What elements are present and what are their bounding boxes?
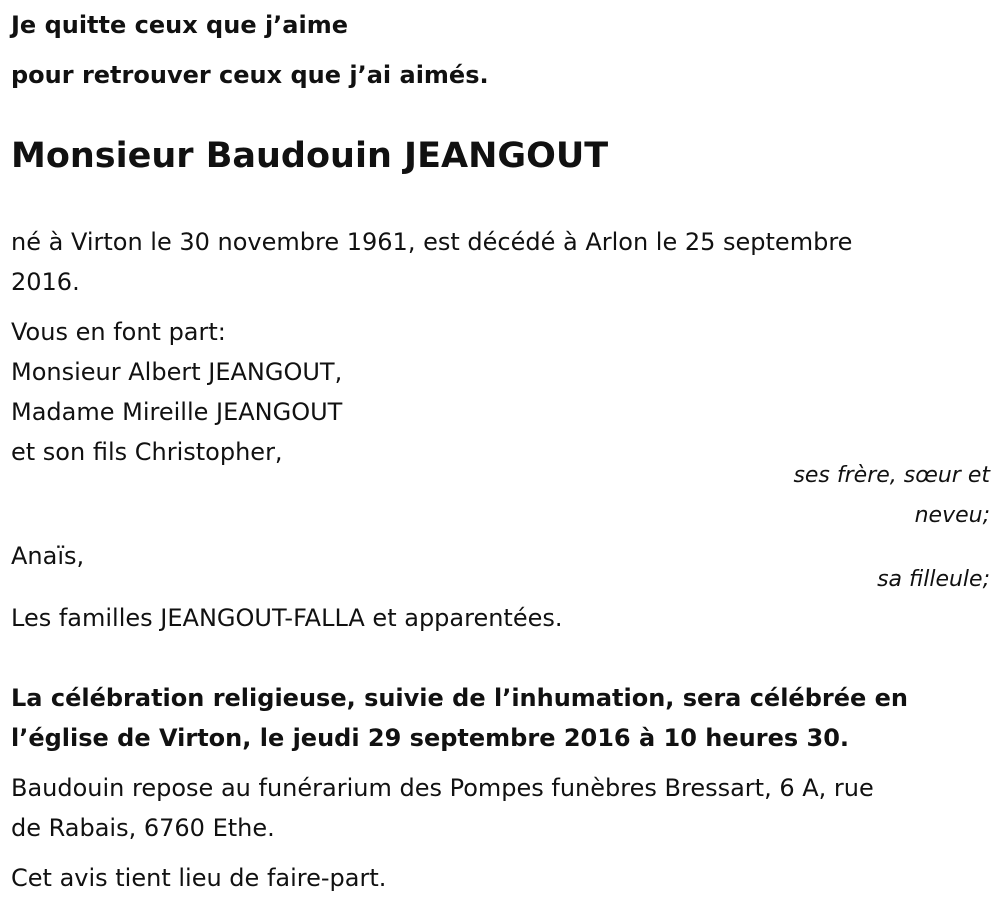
ceremony-line-1: La célébration religieuse, suivie de l’inhumation, sera célébrée en: [11, 684, 908, 712]
deceased-name: Monsieur Baudouin JEANGOUT: [11, 136, 609, 176]
relation-siblings-line-1: ses frère, sœur et: [793, 463, 990, 488]
quote-line-2: pour retrouver ceux que j’ai aimés.: [11, 61, 489, 89]
funerarium-line-2: de Rabais, 6760 Ethe.: [11, 814, 275, 842]
family-member-albert: Monsieur Albert JEANGOUT,: [11, 358, 343, 386]
birth-death-line-1: né à Virton le 30 novembre 1961, est décédé à Arlon le 25 septembre: [11, 228, 853, 256]
family-intro: Vous en font part:: [11, 318, 226, 346]
family-member-christopher: et son fils Christopher,: [11, 438, 283, 466]
relation-siblings-line-2: neveu;: [914, 503, 990, 528]
family-member-mireille: Madame Mireille JEANGOUT: [11, 398, 343, 426]
families-line: Les familles JEANGOUT-FALLA et apparentées.: [11, 604, 563, 632]
funerarium-line-1: Baudouin repose au funérarium des Pompes funèbres Bressart, 6 A, rue: [11, 774, 874, 802]
quote-line-1: Je quitte ceux que j’aime: [11, 11, 349, 39]
family-member-anais: Anaïs,: [11, 542, 85, 570]
ceremony-line-2: l’église de Virton, le jeudi 29 septembre 2016 à 10 heures 30.: [11, 724, 850, 752]
relation-goddaughter: sa filleule;: [877, 567, 990, 592]
closing-line: Cet avis tient lieu de faire-part.: [11, 864, 387, 892]
birth-death-line-2: 2016.: [11, 268, 80, 296]
